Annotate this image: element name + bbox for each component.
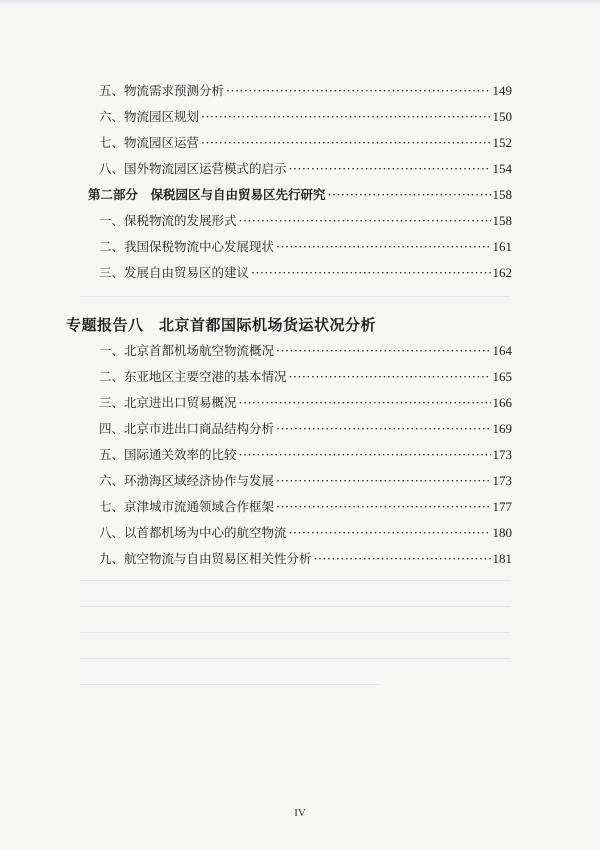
toc-entry-label: 四、北京市进出口商品结构分析: [99, 421, 275, 436]
toc-entry-label: 五、物流需求预测分析: [99, 83, 225, 98]
toc-entry: [99, 525, 512, 541]
toc-entry: [99, 213, 512, 229]
toc-entry-page: 150: [492, 109, 512, 124]
toc-entry-label: 六、物流园区规划: [99, 109, 200, 124]
toc-entry-label: 一、保税物流的发展形式: [99, 213, 237, 228]
show-through-line: [80, 684, 380, 685]
toc-entry: [99, 161, 512, 177]
report-title: 专题报告八 北京首都国际机场货运状况分析: [66, 316, 377, 334]
dot-leader: [289, 161, 491, 177]
toc-entry-label: 七、物流园区运营: [99, 135, 200, 150]
dot-leader: [276, 343, 490, 359]
toc-entry-page: 158: [492, 213, 512, 228]
toc-entry-page: 180: [492, 525, 512, 540]
toc-entry-page: 173: [492, 447, 512, 462]
toc-entry: [99, 109, 512, 125]
toc-entry: [99, 343, 512, 359]
toc-entry-label: 二、我国保税物流中心发展现状: [99, 239, 275, 254]
toc-entry-page: 164: [492, 343, 512, 358]
toc-part-page: 158: [492, 187, 512, 202]
dot-leader: [276, 421, 490, 437]
toc-entry-page: 177: [492, 499, 512, 514]
toc-entry-label: 七、京津城市流通领域合作框架: [99, 499, 275, 514]
toc-entry-page: 169: [492, 421, 512, 436]
toc-entry-page: 154: [492, 161, 512, 176]
dot-leader: [328, 187, 491, 203]
toc-entry-page: 152: [492, 135, 512, 150]
show-through-line: [80, 296, 510, 297]
toc-entry-label: 八、国外物流园区运营模式的启示: [99, 161, 287, 176]
toc-entry: [99, 265, 512, 281]
show-through-line: [80, 658, 510, 659]
dot-leader: [314, 551, 491, 567]
show-through-line: [80, 606, 510, 607]
scan-top-edge: [0, 0, 600, 6]
dot-leader: [201, 109, 490, 125]
toc-entry: [99, 135, 512, 151]
dot-leader: [239, 447, 491, 463]
toc-entry-label: 八、以首都机场为中心的航空物流: [99, 525, 287, 540]
toc-entry-page: 173: [492, 473, 512, 488]
toc-entry-page: 162: [492, 265, 512, 280]
toc-entry: [99, 83, 512, 99]
toc-entry: [99, 369, 512, 385]
toc-entry-label: 五、国际通关效率的比较: [99, 447, 237, 462]
dot-leader: [289, 369, 491, 385]
toc-entry-page: 181: [492, 551, 512, 566]
toc-entry-label: 九、航空物流与自由贸易区相关性分析: [99, 551, 312, 566]
dot-leader: [289, 525, 491, 541]
toc-part-heading: [88, 187, 512, 203]
toc-entry-label: 一、北京首都机场航空物流概况: [99, 343, 275, 358]
toc-part-label: 第二部分 保税园区与自由贸易区先行研究: [88, 187, 326, 202]
toc-entry: [99, 499, 512, 515]
toc-entry: [99, 473, 512, 489]
show-through-line: [80, 580, 510, 581]
toc-entry-page: 165: [492, 369, 512, 384]
dot-leader: [239, 213, 491, 229]
dot-leader: [276, 239, 490, 255]
dot-leader: [276, 499, 490, 515]
toc-entry: [99, 551, 512, 567]
page-number: IV: [294, 807, 306, 819]
toc-entry-page: 161: [492, 239, 512, 254]
toc-entry: [99, 421, 512, 437]
dot-leader: [201, 135, 490, 151]
toc-entry-page: 166: [492, 395, 512, 410]
toc-entry-label: 二、东亚地区主要空港的基本情况: [99, 369, 287, 384]
toc-entry: [99, 447, 512, 463]
dot-leader: [226, 83, 490, 99]
dot-leader: [251, 265, 490, 281]
toc-entry-label: 三、北京进出口贸易概况: [99, 395, 237, 410]
toc-entry-label: 三、发展自由贸易区的建议: [99, 265, 250, 280]
toc-entry: [99, 239, 512, 255]
toc-entry-label: 六、环渤海区域经济协作与发展: [99, 473, 275, 488]
toc-entry: [99, 395, 512, 411]
show-through-line: [80, 632, 510, 633]
dot-leader: [276, 473, 490, 489]
toc-entry-page: 149: [492, 83, 512, 98]
dot-leader: [239, 395, 491, 411]
